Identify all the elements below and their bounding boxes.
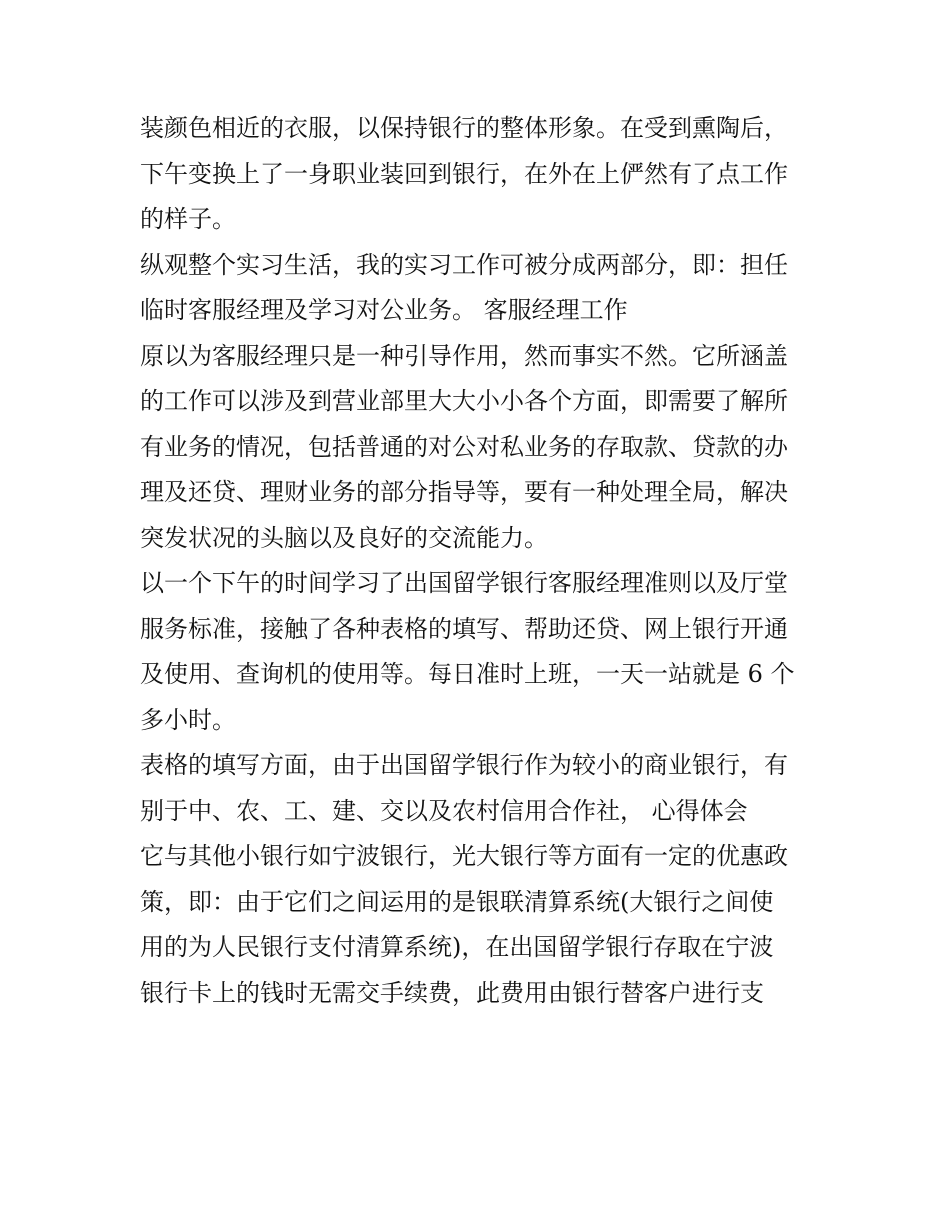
text-line: 的工作可以涉及到营业部里大大小小各个方面，即需要了解所 <box>140 387 788 415</box>
body-text <box>140 106 820 1016</box>
text-line: 原以为客服经理只是一种引导作用，然而事实不然。它所涵盖 <box>140 341 788 370</box>
text-line: 策，即：由于它们之间运用的是银联清算系统(大银行之间使 <box>140 887 774 916</box>
text-line: 装颜色相近的衣服，以保持银行的整体形象。在受到熏陶后， <box>140 114 788 142</box>
text-line: 的样子。 <box>140 205 236 233</box>
text-line: 用的为人民银行支付清算系统)，在出国留学银行存取在宁波 <box>140 933 774 961</box>
text-line: 下午变换上了一身职业装回到银行，在外在上俨然有了点工作 <box>140 159 788 188</box>
text-line: 表格的填写方面，由于出国留学银行作为较小的商业银行，有 <box>140 751 788 779</box>
text-line: 银行卡上的钱时无需交手续费，此费用由银行替客户进行支 <box>140 978 764 1007</box>
text-line: 别于中、农、工、建、交以及农村信用合作社， 心得体会 <box>140 796 748 825</box>
text-line: 它与其他小银行如宁波银行，光大银行等方面有一定的优惠政 <box>140 842 788 870</box>
text-line: 纵观整个实习生活，我的实习工作可被分成两部分，即：担任 <box>140 250 788 279</box>
text-line: 及使用、查询机的使用等。每日准时上班，一天一站就是 6 个 <box>140 660 795 688</box>
text-line: 有业务的情况，包括普通的对公对私业务的存取款、贷款的办 <box>140 432 788 461</box>
text-line: 理及还贷、理财业务的部分指导等，要有一种处理全局，解决 <box>140 478 788 506</box>
text-line: 突发状况的头脑以及良好的交流能力。 <box>140 523 548 552</box>
text-line: 服务标准，接触了各种表格的填写、帮助还贷、网上银行开通 <box>140 614 788 643</box>
text-line: 多小时。 <box>140 705 236 734</box>
text-line: 临时客服经理及学习对公业务。 客服经理工作 <box>140 296 628 324</box>
text-line: 以一个下午的时间学习了出国留学银行客服经理准则以及厅堂 <box>140 569 788 597</box>
